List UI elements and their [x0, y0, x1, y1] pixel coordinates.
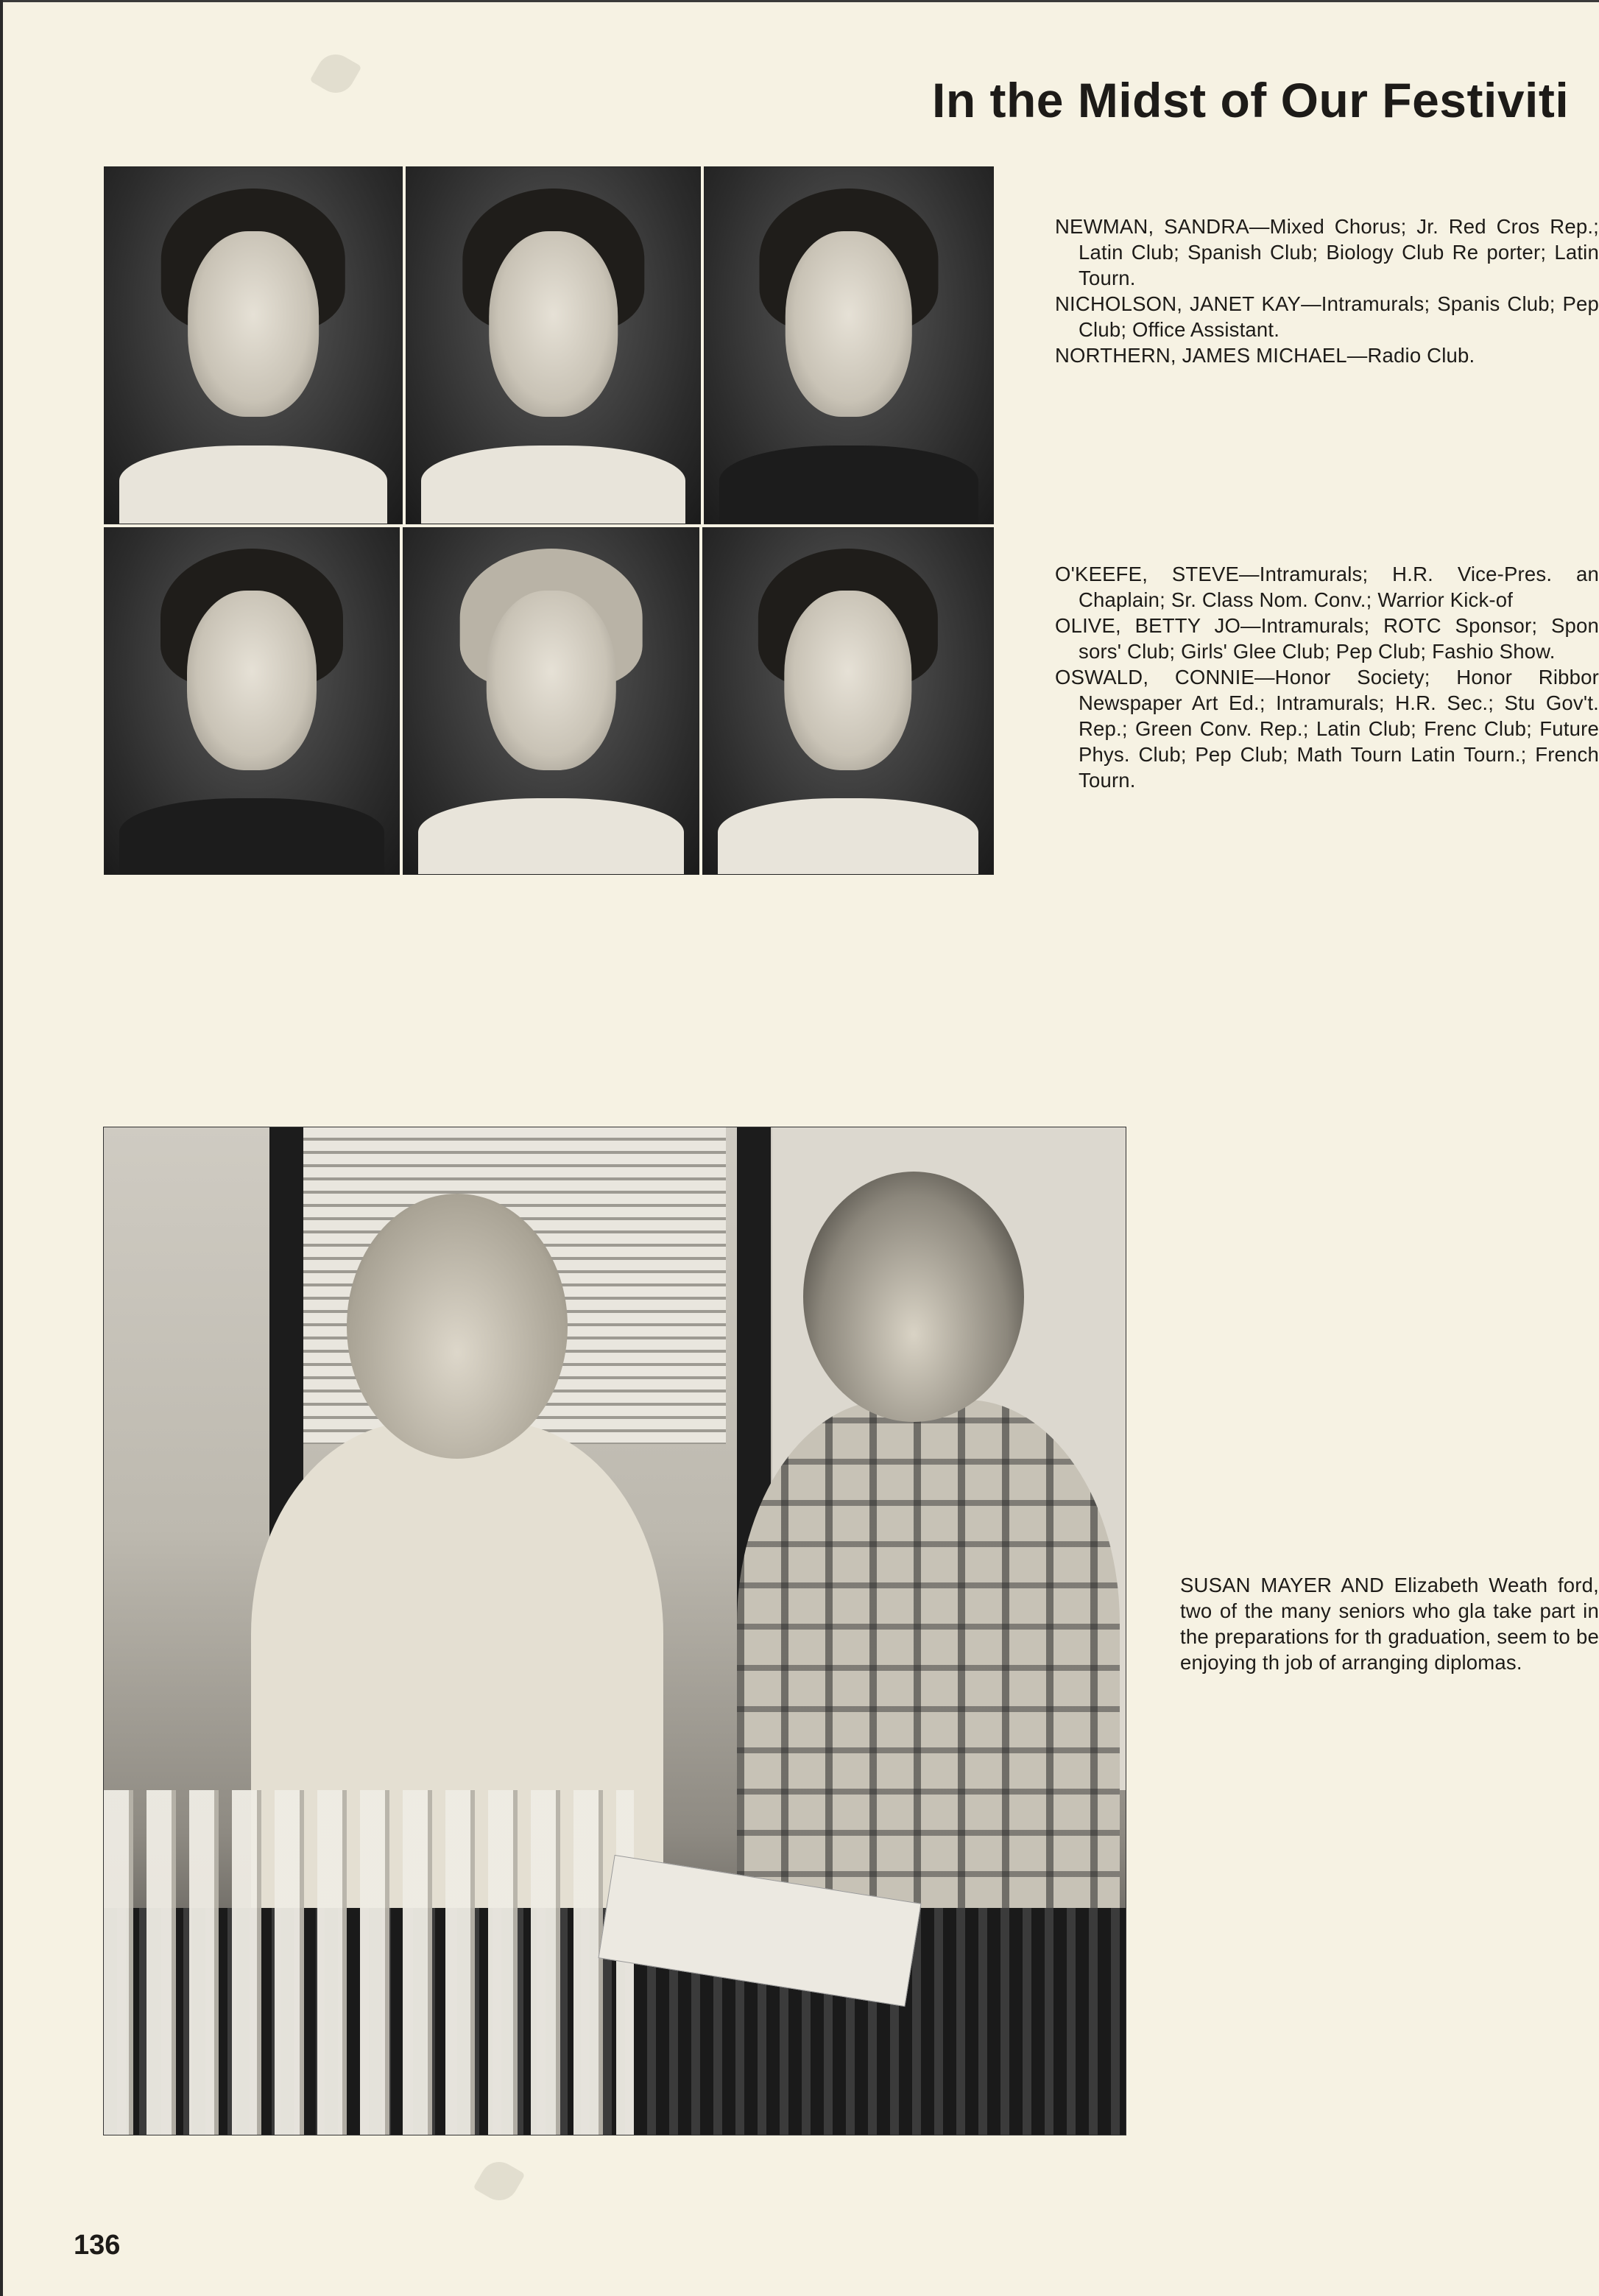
student-right-plaid: [737, 1400, 1120, 1959]
entry-olive-betty: OLIVE, BETTY JO—Intramurals; ROTC Sponsor; Spon sors' Club; Girls' Glee Club; Pep Club; Fashio Show.: [1055, 614, 1599, 663]
page-left-edge: [0, 0, 3, 2296]
entry-nicholson-janet: NICHOLSON, JANET KAY—Intramurals; Spanis Club; Pep Club; Office Assistant.: [1055, 292, 1599, 341]
portrait-nicholson-janet: [406, 166, 701, 524]
senior-entries-bottom: [1055, 561, 1599, 793]
portrait-oswald-connie: [702, 527, 994, 875]
rolled-diplomas: [104, 1790, 634, 2135]
entry-oswald-connie: OSWALD, CONNIE—Honor Society; Honor Ribbor Newspaper Art Ed.; Intramurals; H.R. Sec.; Stu Gov't. Rep.; Green Conv. Rep.; Latin Club; Frenc Club; Future Phys. Club; Pep Club; Math Tourn Latin Tourn.; French Tourn.: [1055, 666, 1599, 792]
page-top-edge: [0, 0, 1599, 2]
photo-caption: SUSAN MAYER AND Elizabeth Weath ford, two of the many seniors who gla take part in the preparations for th graduation, seem to be enjoying th job of arranging diplomas.: [1180, 1574, 1599, 1674]
entry-newman-sandra: NEWMAN, SANDRA—Mixed Chorus; Jr. Red Cros Rep.; Latin Club; Spanish Club; Biology Club Re porter; Latin Tourn.: [1055, 215, 1599, 289]
entry-okeefe-steve: O'KEEFE, STEVE—Intramurals; H.R. Vice-Pres. an Chaplain; Sr. Class Nom. Conv.; Warrior Kick-of: [1055, 563, 1599, 611]
diploma-preparation-photo: [103, 1127, 1126, 2135]
portrait-okeefe-steve: [104, 527, 400, 875]
page-title: In the Midst of Our Festiviti: [932, 73, 1570, 127]
page-number: 136: [74, 2230, 121, 2261]
portrait-olive-betty: [403, 527, 699, 875]
portrait-northern-james: [704, 166, 994, 524]
entry-northern-james: NORTHERN, JAMES MICHAEL—Radio Club.: [1055, 344, 1475, 367]
senior-entries-top: [1055, 214, 1599, 368]
leaf-watermark-icon: [473, 2155, 525, 2207]
leaf-watermark-icon: [309, 47, 361, 99]
portrait-newman-sandra: [104, 166, 403, 524]
